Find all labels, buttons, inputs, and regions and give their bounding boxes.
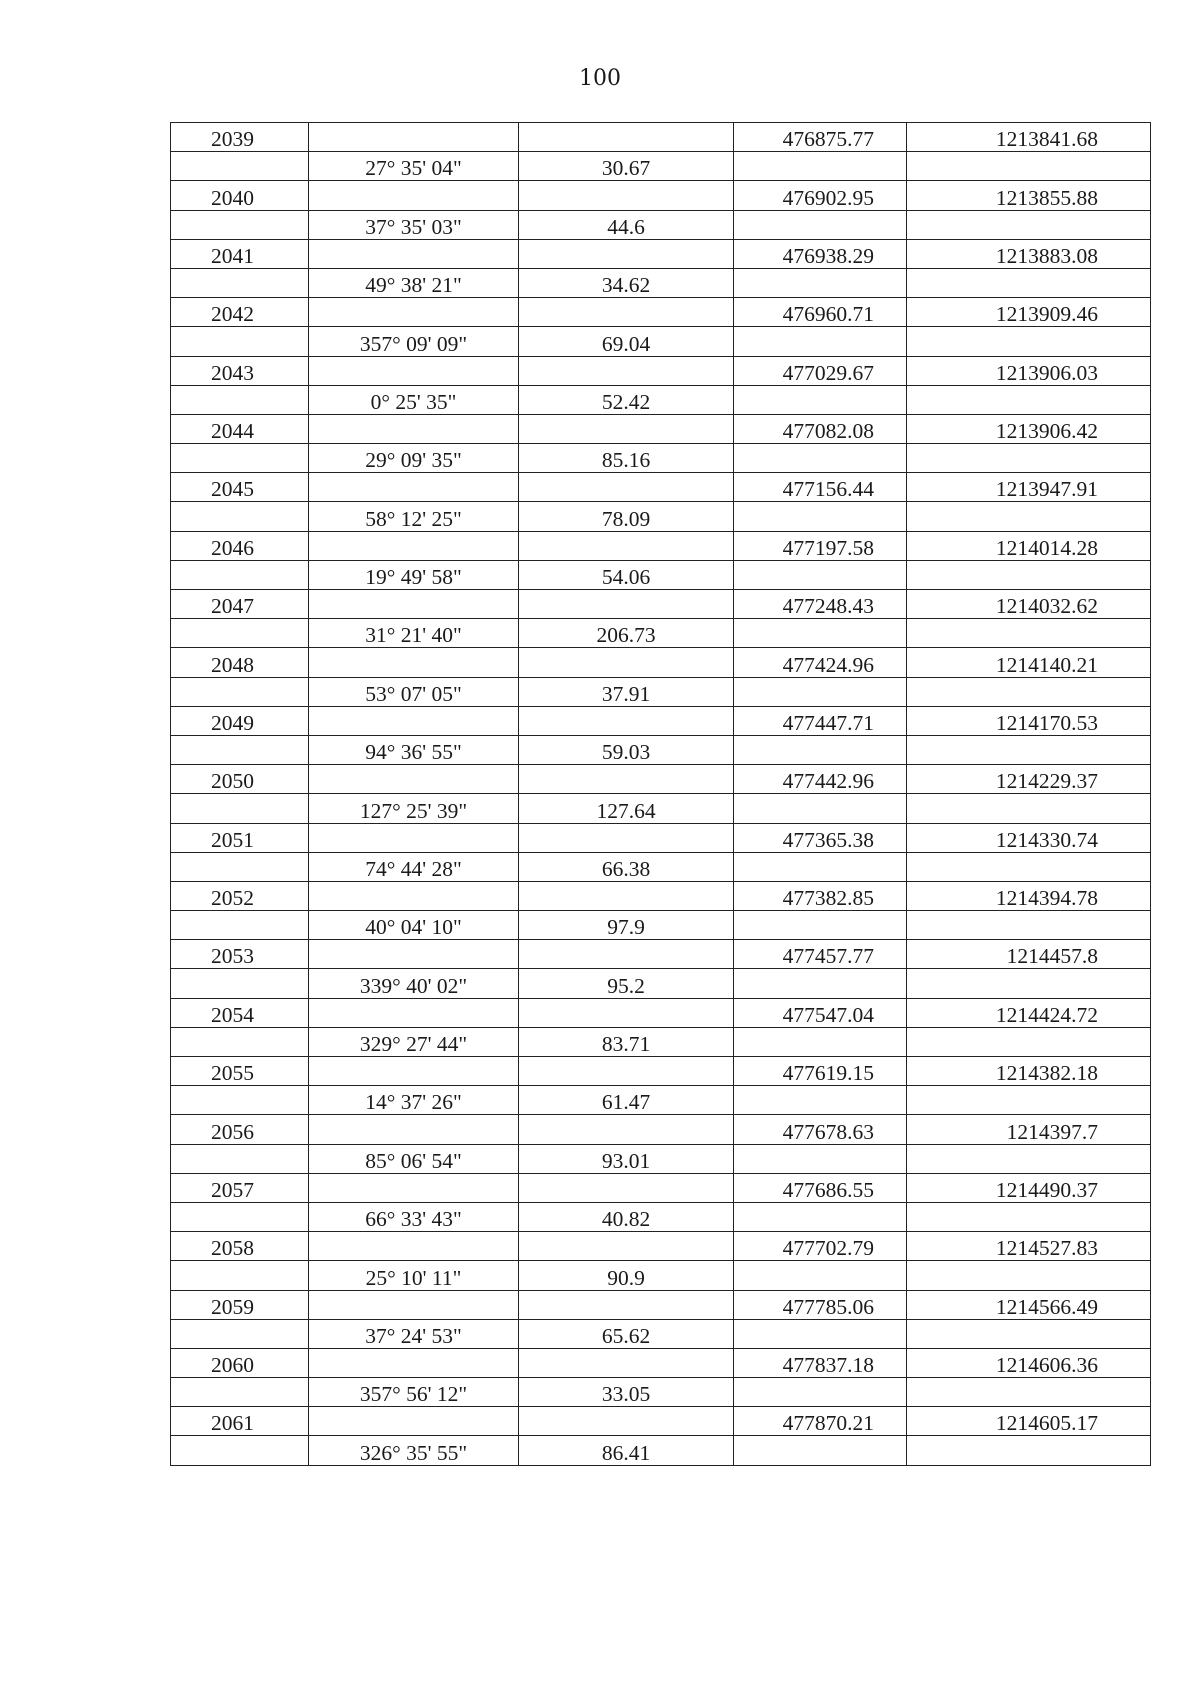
northing-cell (907, 1144, 1151, 1173)
station-row (171, 998, 1151, 1027)
easting-cell: 477447.71 (734, 706, 907, 735)
easting-cell (734, 1202, 907, 1231)
station-cell: 2042 (171, 298, 309, 327)
bearing-cell (309, 356, 519, 385)
easting-cell (734, 1086, 907, 1115)
course-row (171, 794, 1151, 823)
station-cell: 2048 (171, 648, 309, 677)
bearing-cell (309, 1115, 519, 1144)
easting-cell: 476875.77 (734, 123, 907, 152)
northing-cell: 1213906.42 (907, 414, 1151, 443)
distance-cell: 54.06 (519, 560, 734, 589)
northing-cell (907, 619, 1151, 648)
station-cell: 2047 (171, 590, 309, 619)
station-cell (171, 1027, 309, 1056)
northing-cell (907, 969, 1151, 998)
northing-cell: 1214382.18 (907, 1057, 1151, 1086)
bearing-cell (309, 1348, 519, 1377)
course-row (171, 385, 1151, 414)
station-cell: 2050 (171, 765, 309, 794)
station-row (171, 181, 1151, 210)
distance-cell: 33.05 (519, 1378, 734, 1407)
northing-cell: 1214229.37 (907, 765, 1151, 794)
easting-cell: 477365.38 (734, 823, 907, 852)
bearing-cell (309, 940, 519, 969)
distance-cell (519, 1290, 734, 1319)
course-row (171, 969, 1151, 998)
bearing-cell (309, 123, 519, 152)
station-cell (171, 152, 309, 181)
easting-cell (734, 969, 907, 998)
distance-cell (519, 356, 734, 385)
northing-cell: 1214397.7 (907, 1115, 1151, 1144)
station-cell: 2041 (171, 239, 309, 268)
easting-cell: 477547.04 (734, 998, 907, 1027)
distance-cell: 44.6 (519, 210, 734, 239)
bearing-cell (309, 823, 519, 852)
easting-cell (734, 210, 907, 239)
bearing-cell: 49° 38' 21" (309, 268, 519, 297)
distance-cell (519, 1407, 734, 1436)
course-row (171, 327, 1151, 356)
bearing-cell: 37° 24' 53" (309, 1319, 519, 1348)
station-cell (171, 969, 309, 998)
distance-cell: 93.01 (519, 1144, 734, 1173)
distance-cell (519, 298, 734, 327)
station-row (171, 881, 1151, 910)
northing-cell: 1213909.46 (907, 298, 1151, 327)
station-cell (171, 502, 309, 531)
station-row (171, 706, 1151, 735)
bearing-cell: 326° 35' 55" (309, 1436, 519, 1465)
distance-cell: 90.9 (519, 1261, 734, 1290)
station-row (171, 940, 1151, 969)
northing-cell: 1214140.21 (907, 648, 1151, 677)
distance-cell (519, 823, 734, 852)
distance-cell (519, 1115, 734, 1144)
station-cell (171, 1436, 309, 1465)
bearing-cell (309, 531, 519, 560)
northing-cell (907, 1436, 1151, 1465)
bearing-cell (309, 706, 519, 735)
station-row (171, 531, 1151, 560)
station-cell (171, 794, 309, 823)
easting-cell: 477029.67 (734, 356, 907, 385)
bearing-cell (309, 881, 519, 910)
distance-cell: 86.41 (519, 1436, 734, 1465)
bearing-cell: 357° 56' 12" (309, 1378, 519, 1407)
bearing-cell (309, 181, 519, 210)
easting-cell: 477686.55 (734, 1173, 907, 1202)
station-cell: 2060 (171, 1348, 309, 1377)
station-cell: 2046 (171, 531, 309, 560)
bearing-cell (309, 414, 519, 443)
station-row (171, 1407, 1151, 1436)
station-cell: 2059 (171, 1290, 309, 1319)
survey-coordinates-table (170, 122, 1151, 1466)
station-cell (171, 560, 309, 589)
course-row (171, 1436, 1151, 1465)
station-cell: 2044 (171, 414, 309, 443)
northing-cell: 1214490.37 (907, 1173, 1151, 1202)
station-cell: 2053 (171, 940, 309, 969)
course-row (171, 1378, 1151, 1407)
easting-cell: 477870.21 (734, 1407, 907, 1436)
easting-cell (734, 152, 907, 181)
easting-cell (734, 1144, 907, 1173)
northing-cell (907, 210, 1151, 239)
northing-cell: 1214605.17 (907, 1407, 1151, 1436)
course-row (171, 1144, 1151, 1173)
bearing-cell: 66° 33' 43" (309, 1202, 519, 1231)
station-row (171, 414, 1151, 443)
easting-cell: 477248.43 (734, 590, 907, 619)
distance-cell (519, 1057, 734, 1086)
table-body (171, 123, 1151, 1466)
distance-cell (519, 531, 734, 560)
northing-cell (907, 1261, 1151, 1290)
bearing-cell: 94° 36' 55" (309, 735, 519, 764)
northing-cell: 1214566.49 (907, 1290, 1151, 1319)
easting-cell: 477457.77 (734, 940, 907, 969)
northing-cell (907, 1086, 1151, 1115)
distance-cell (519, 590, 734, 619)
station-cell (171, 1378, 309, 1407)
distance-cell (519, 881, 734, 910)
distance-cell (519, 648, 734, 677)
station-cell (171, 444, 309, 473)
bearing-cell (309, 473, 519, 502)
bearing-cell: 0° 25' 35" (309, 385, 519, 414)
easting-cell (734, 385, 907, 414)
bearing-cell (309, 239, 519, 268)
easting-cell: 477156.44 (734, 473, 907, 502)
course-row (171, 1027, 1151, 1056)
course-row (171, 152, 1151, 181)
station-row (171, 1232, 1151, 1261)
station-cell: 2057 (171, 1173, 309, 1202)
station-cell (171, 911, 309, 940)
bearing-cell: 58° 12' 25" (309, 502, 519, 531)
northing-cell: 1214457.8 (907, 940, 1151, 969)
station-row (171, 1057, 1151, 1086)
station-row (171, 1290, 1151, 1319)
distance-cell (519, 473, 734, 502)
northing-cell: 1213855.88 (907, 181, 1151, 210)
station-cell: 2049 (171, 706, 309, 735)
distance-cell: 52.42 (519, 385, 734, 414)
distance-cell (519, 1173, 734, 1202)
station-row (171, 298, 1151, 327)
course-row (171, 1202, 1151, 1231)
bearing-cell: 27° 35' 04" (309, 152, 519, 181)
bearing-cell (309, 590, 519, 619)
station-cell (171, 619, 309, 648)
northing-cell: 1213947.91 (907, 473, 1151, 502)
course-row (171, 1086, 1151, 1115)
station-cell (171, 268, 309, 297)
bearing-cell (309, 298, 519, 327)
bearing-cell: 19° 49' 58" (309, 560, 519, 589)
station-row (171, 648, 1151, 677)
northing-cell (907, 385, 1151, 414)
station-cell (171, 1144, 309, 1173)
distance-cell (519, 1232, 734, 1261)
bearing-cell: 31° 21' 40" (309, 619, 519, 648)
station-cell: 2040 (171, 181, 309, 210)
easting-cell (734, 560, 907, 589)
bearing-cell: 29° 09' 35" (309, 444, 519, 473)
station-cell: 2056 (171, 1115, 309, 1144)
northing-cell: 1214424.72 (907, 998, 1151, 1027)
station-row (171, 823, 1151, 852)
bearing-cell: 74° 44' 28" (309, 852, 519, 881)
northing-cell: 1214032.62 (907, 590, 1151, 619)
northing-cell (907, 444, 1151, 473)
northing-cell (907, 1319, 1151, 1348)
distance-cell (519, 765, 734, 794)
easting-cell: 477082.08 (734, 414, 907, 443)
distance-cell: 85.16 (519, 444, 734, 473)
distance-cell (519, 940, 734, 969)
northing-cell: 1214606.36 (907, 1348, 1151, 1377)
northing-cell (907, 1202, 1151, 1231)
northing-cell: 1213883.08 (907, 239, 1151, 268)
easting-cell: 476938.29 (734, 239, 907, 268)
course-row (171, 1261, 1151, 1290)
northing-cell (907, 268, 1151, 297)
easting-cell: 476902.95 (734, 181, 907, 210)
station-cell: 2043 (171, 356, 309, 385)
northing-cell: 1214014.28 (907, 531, 1151, 560)
course-row (171, 444, 1151, 473)
station-row (171, 1348, 1151, 1377)
northing-cell: 1214330.74 (907, 823, 1151, 852)
course-row (171, 210, 1151, 239)
station-cell (171, 327, 309, 356)
bearing-cell: 85° 06' 54" (309, 1144, 519, 1173)
northing-cell (907, 735, 1151, 764)
easting-cell (734, 1027, 907, 1056)
northing-cell: 1214527.83 (907, 1232, 1151, 1261)
station-row (171, 356, 1151, 385)
station-cell (171, 1202, 309, 1231)
easting-cell: 477442.96 (734, 765, 907, 794)
easting-cell (734, 677, 907, 706)
easting-cell (734, 444, 907, 473)
easting-cell: 477785.06 (734, 1290, 907, 1319)
station-cell: 2052 (171, 881, 309, 910)
northing-cell: 1214394.78 (907, 881, 1151, 910)
station-row (171, 590, 1151, 619)
station-row (171, 765, 1151, 794)
easting-cell (734, 268, 907, 297)
northing-cell: 1213841.68 (907, 123, 1151, 152)
bearing-cell (309, 1173, 519, 1202)
easting-cell (734, 502, 907, 531)
bearing-cell: 339° 40' 02" (309, 969, 519, 998)
northing-cell (907, 794, 1151, 823)
distance-cell: 83.71 (519, 1027, 734, 1056)
station-cell (171, 210, 309, 239)
distance-cell (519, 414, 734, 443)
station-cell (171, 1086, 309, 1115)
bearing-cell (309, 1407, 519, 1436)
easting-cell: 477837.18 (734, 1348, 907, 1377)
northing-cell (907, 1027, 1151, 1056)
easting-cell (734, 1319, 907, 1348)
bearing-cell: 357° 09' 09" (309, 327, 519, 356)
course-row (171, 911, 1151, 940)
distance-cell: 34.62 (519, 268, 734, 297)
station-row (171, 1115, 1151, 1144)
station-cell (171, 735, 309, 764)
bearing-cell (309, 765, 519, 794)
bearing-cell: 53° 07' 05" (309, 677, 519, 706)
easting-cell (734, 619, 907, 648)
station-cell: 2045 (171, 473, 309, 502)
northing-cell (907, 327, 1151, 356)
distance-cell (519, 706, 734, 735)
northing-cell: 1214170.53 (907, 706, 1151, 735)
distance-cell: 69.04 (519, 327, 734, 356)
easting-cell: 477382.85 (734, 881, 907, 910)
station-cell (171, 1261, 309, 1290)
northing-cell (907, 677, 1151, 706)
bearing-cell (309, 998, 519, 1027)
course-row (171, 619, 1151, 648)
distance-cell (519, 239, 734, 268)
easting-cell (734, 911, 907, 940)
bearing-cell: 40° 04' 10" (309, 911, 519, 940)
easting-cell (734, 1378, 907, 1407)
course-row (171, 677, 1151, 706)
easting-cell: 476960.71 (734, 298, 907, 327)
course-row (171, 560, 1151, 589)
easting-cell: 477197.58 (734, 531, 907, 560)
easting-cell: 477424.96 (734, 648, 907, 677)
easting-cell (734, 1261, 907, 1290)
station-row (171, 1173, 1151, 1202)
northing-cell (907, 152, 1151, 181)
bearing-cell: 14° 37' 26" (309, 1086, 519, 1115)
bearing-cell: 329° 27' 44" (309, 1027, 519, 1056)
easting-cell (734, 1436, 907, 1465)
course-row (171, 268, 1151, 297)
easting-cell (734, 794, 907, 823)
distance-cell: 78.09 (519, 502, 734, 531)
station-cell: 2061 (171, 1407, 309, 1436)
distance-cell: 127.64 (519, 794, 734, 823)
course-row (171, 1319, 1151, 1348)
bearing-cell: 127° 25' 39" (309, 794, 519, 823)
distance-cell: 65.62 (519, 1319, 734, 1348)
distance-cell: 40.82 (519, 1202, 734, 1231)
distance-cell: 95.2 (519, 969, 734, 998)
easting-cell (734, 327, 907, 356)
easting-cell (734, 735, 907, 764)
bearing-cell (309, 1232, 519, 1261)
northing-cell (907, 1378, 1151, 1407)
northing-cell (907, 502, 1151, 531)
course-row (171, 502, 1151, 531)
distance-cell: 206.73 (519, 619, 734, 648)
easting-cell: 477619.15 (734, 1057, 907, 1086)
station-cell (171, 1319, 309, 1348)
easting-cell: 477702.79 (734, 1232, 907, 1261)
station-row (171, 239, 1151, 268)
distance-cell: 59.03 (519, 735, 734, 764)
bearing-cell (309, 1057, 519, 1086)
distance-cell: 61.47 (519, 1086, 734, 1115)
distance-cell (519, 1348, 734, 1377)
station-cell: 2055 (171, 1057, 309, 1086)
bearing-cell: 37° 35' 03" (309, 210, 519, 239)
station-cell: 2051 (171, 823, 309, 852)
distance-cell (519, 181, 734, 210)
northing-cell (907, 560, 1151, 589)
distance-cell: 37.91 (519, 677, 734, 706)
distance-cell (519, 998, 734, 1027)
bearing-cell: 25° 10' 11" (309, 1261, 519, 1290)
station-cell: 2039 (171, 123, 309, 152)
easting-cell: 477678.63 (734, 1115, 907, 1144)
bearing-cell (309, 648, 519, 677)
distance-cell: 66.38 (519, 852, 734, 881)
easting-cell (734, 852, 907, 881)
distance-cell: 97.9 (519, 911, 734, 940)
station-row (171, 123, 1151, 152)
course-row (171, 852, 1151, 881)
distance-cell (519, 123, 734, 152)
page-number: 100 (579, 66, 621, 91)
station-cell (171, 677, 309, 706)
station-cell (171, 385, 309, 414)
course-row (171, 735, 1151, 764)
bearing-cell (309, 1290, 519, 1319)
station-row (171, 473, 1151, 502)
station-cell: 2054 (171, 998, 309, 1027)
distance-cell: 30.67 (519, 152, 734, 181)
northing-cell: 1213906.03 (907, 356, 1151, 385)
station-cell: 2058 (171, 1232, 309, 1261)
northing-cell (907, 852, 1151, 881)
station-cell (171, 852, 309, 881)
northing-cell (907, 911, 1151, 940)
